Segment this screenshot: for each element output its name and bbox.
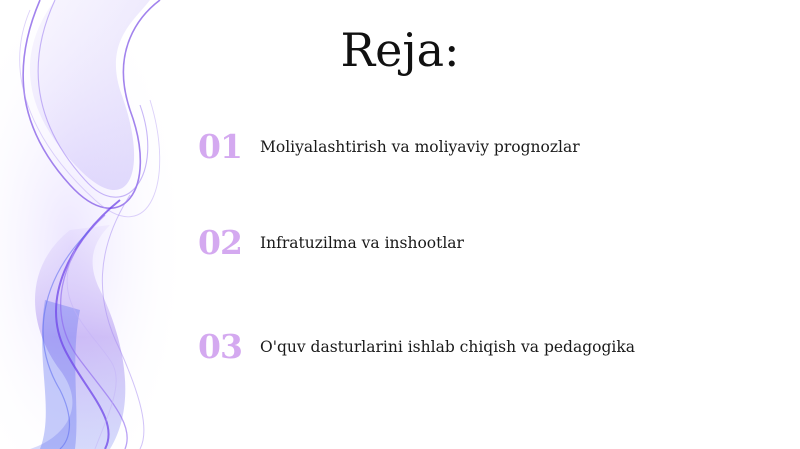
agenda-item-label: Infratuzilma va inshootlar [260,234,464,252]
agenda-item-number: 03 [198,327,242,366]
agenda-item [198,218,464,268]
slide-title: Reja: [340,23,460,77]
agenda-item [198,122,580,172]
agenda-item-label: Moliyalashtirish va moliyaviy prognozlar [260,138,580,156]
agenda-item-number: 01 [198,127,242,166]
agenda-item-label: O'quv dasturlarini ishlab chiqish va pedagogika [260,338,635,356]
decorative-ribbon [0,0,200,449]
agenda-item [198,322,635,372]
agenda-item-number: 02 [198,223,242,262]
